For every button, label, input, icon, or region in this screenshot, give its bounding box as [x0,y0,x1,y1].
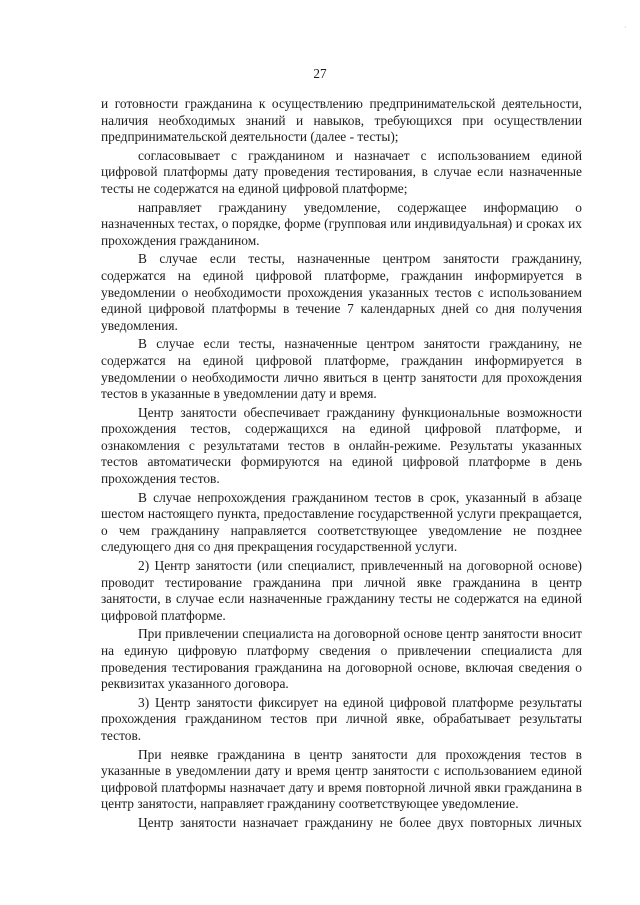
paragraph-8: 2) Центр занятости (или специалист, привлеченный на договорной основе) проводит тестирование гражданина при личной явке гражданина в центр занятости, в случае если назначенные гражданину тесты не содержатся на единой цифровой платформе. [101,558,582,623]
paragraph-5: В случае если тесты, назначенные центром занятости гражданину, не содержатся на единой цифровой платформе, гражданин информируется в уведомлении о необходимости лично явиться в центр занятости для прохождения тестов в указанные в уведомлении дату и время. [101,336,582,402]
paragraph-2: согласовывает с гражданином и назначает с использованием единой цифровой платформы дату проведения тестирования, в случае если назначенные тесты не содержатся на единой цифровой платформе; [101,147,582,196]
paragraph-11: При неявке гражданина в центр занятости для прохождения тестов в указанные в уведомлении дату и время центр занятости с использованием единой цифровой платформы назначает дату и время повторной личной явки гражданина в центр занятости, направляет гражданину соответствующее уведомление. [101,746,582,812]
paragraph-1: и готовности гражданина к осуществлению предпринимательской деятельности, наличия необходимых знаний и навыков, требующихся при осуществлении предпринимательской деятельности (далее - тесты); [101,96,582,145]
paragraph-10: 3) Центр занятости фиксирует на единой цифровой платформе результаты прохождения гражданином тестов при личной явке, обрабатывает результаты тестов. [101,694,582,743]
page-number: 27 [313,66,327,81]
scan-corner-mark: · [624,23,627,32]
document-body [101,96,582,834]
paragraph-4: В случае если тесты, назначенные центром занятости гражданину, содержатся на единой цифровой платформе, гражданин информируется в уведомлении о необходимости прохождения указанных тестов с использованием единой цифровой платформы в течение 7 календарных дней со дня получения уведомления. [101,251,582,333]
paragraph-7: В случае непрохождения гражданином тестов в срок, указанный в абзаце шестом настоящего пункта, предоставление государственной услуги прекращается, о чем гражданину направляется соответствующее уведомление не позднее следующего дня со дня прекращения государственной услуги. [101,489,582,555]
paragraph-3: направляет гражданину уведомление, содержащее информацию о назначенных тестах, о порядке, форме (групповая или индивидуальная) и сроках их прохождения гражданином. [101,199,582,248]
paragraph-9: При привлечении специалиста на договорной основе центр занятости вносит на единую цифровую платформу сведения о привлечении специалиста для проведения тестирования гражданина на договорной основе, включая сведения о реквизитах указанного договора. [101,626,582,692]
paragraph-6: Центр занятости обеспечивает гражданину функциональные возможности прохождения тестов, содержащихся на единой цифровой платформе, и ознакомления с результатами тестов в онлайн-режиме. Результаты указанных тестов автоматически формируются на единой цифровой платформе в день прохождения тестов. [101,404,582,487]
paragraph-12: Центр занятости назначает гражданину не более двух повторных личных [138,814,582,830]
